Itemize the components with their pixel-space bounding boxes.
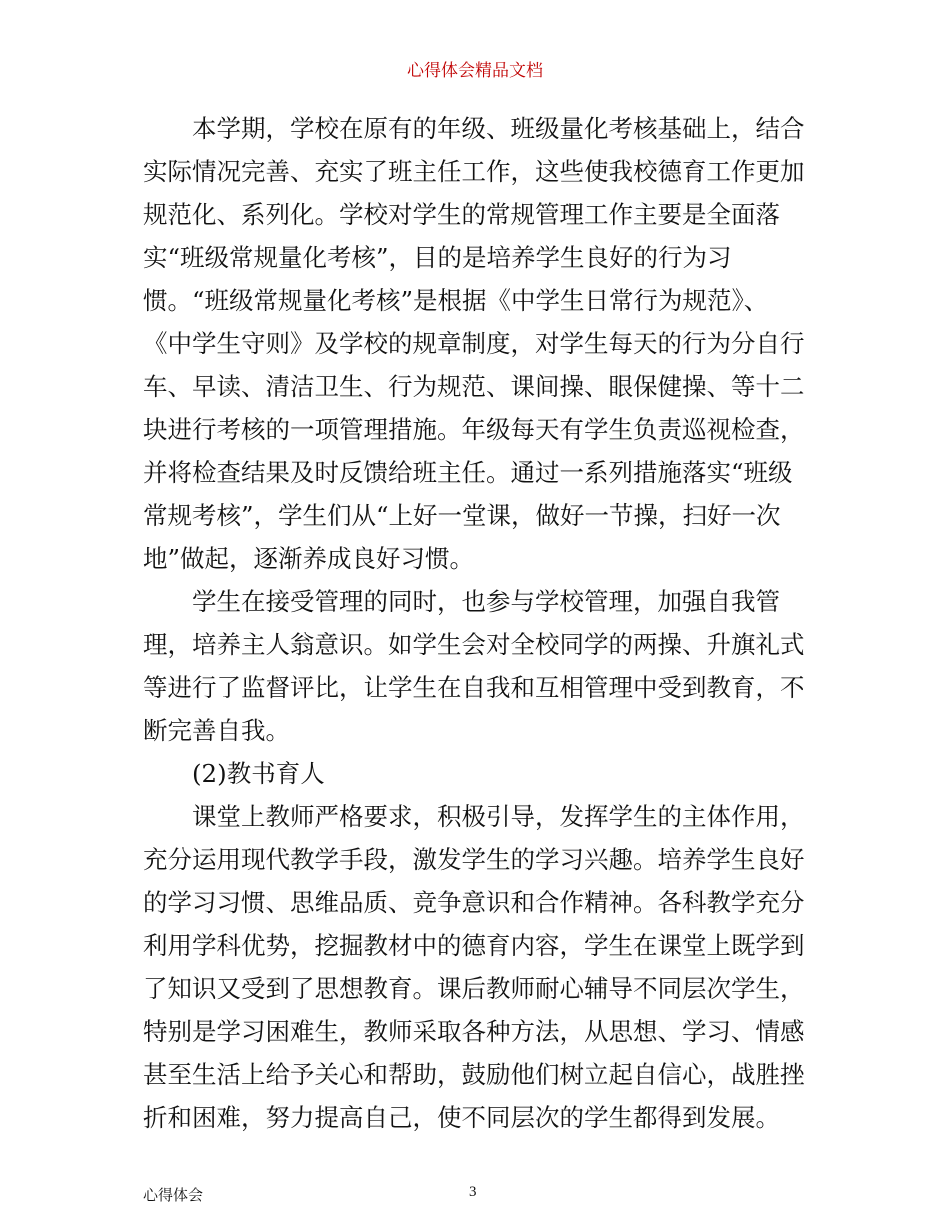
body-line: 规范化、系列化。学校对学生的常规管理工作主要是全面落	[143, 200, 780, 229]
body-line: 实“班级常规量化考核”，目的是培养学生良好的行为习	[143, 243, 732, 272]
body-line: 断完善自我。	[143, 716, 290, 745]
body-line: 并将检查结果及时反馈给班主任。通过一系列措施落实“班级	[143, 458, 793, 487]
document-body	[143, 107, 815, 1139]
body-line: 特别是学习困难生，教师采取各种方法，从思想、学习、情感	[143, 1017, 805, 1046]
section-heading: (2)教书育人	[143, 759, 325, 788]
body-line: 《中学生守则》及学校的规章制度，对学生每天的行为分自行	[143, 329, 805, 358]
body-line: 实际情况完善、充实了班主任工作，这些使我校德育工作更加	[143, 157, 805, 186]
body-line: 等进行了监督评比，让学生在自我和互相管理中受到教育，不	[143, 673, 805, 702]
body-line: 折和困难，努力提高自己，使不同层次的学生都得到发展。	[143, 1103, 780, 1132]
body-line: 学生在接受管理的同时，也参与学校管理，加强自我管	[143, 587, 780, 616]
body-line: 的学习习惯、思维品质、竞争意识和合作精神。各科教学充分	[143, 888, 805, 917]
body-line: 甚至生活上给予关心和帮助，鼓励他们树立起自信心，战胜挫	[143, 1060, 805, 1089]
page-number: 3	[469, 1184, 477, 1200]
body-line: 本学期，学校在原有的年级、班级量化考核基础上，结合	[143, 114, 805, 143]
body-line: 块进行考核的一项管理措施。年级每天有学生负责巡视检查，	[143, 415, 805, 444]
body-line: 充分运用现代教学手段，激发学生的学习兴趣。培养学生良好	[143, 845, 805, 874]
body-line: 地”做起，逐渐养成良好习惯。	[143, 544, 475, 573]
body-line: 利用学科优势，挖掘教材中的德育内容，学生在课堂上既学到	[143, 931, 805, 960]
footer-label: 心得体会	[143, 1186, 204, 1204]
body-line: 了知识又受到了思想教育。课后教师耐心辅导不同层次学生，	[143, 974, 805, 1003]
body-line: 车、早读、清洁卫生、行为规范、课间操、眼保健操、等十二	[143, 372, 805, 401]
document-header-title: 心得体会精品文档	[407, 61, 543, 81]
body-line: 课堂上教师严格要求，积极引导，发挥学生的主体作用，	[143, 802, 805, 831]
body-line: 理，培养主人翁意识。如学生会对全校同学的两操、升旗礼式	[143, 630, 805, 659]
body-line: 惯。“班级常规量化考核”是根据《中学生日常行为规范》、	[143, 286, 769, 315]
body-line: 常规考核”，学生们从“上好一堂课，做好一节操，扫好一次	[143, 501, 781, 530]
